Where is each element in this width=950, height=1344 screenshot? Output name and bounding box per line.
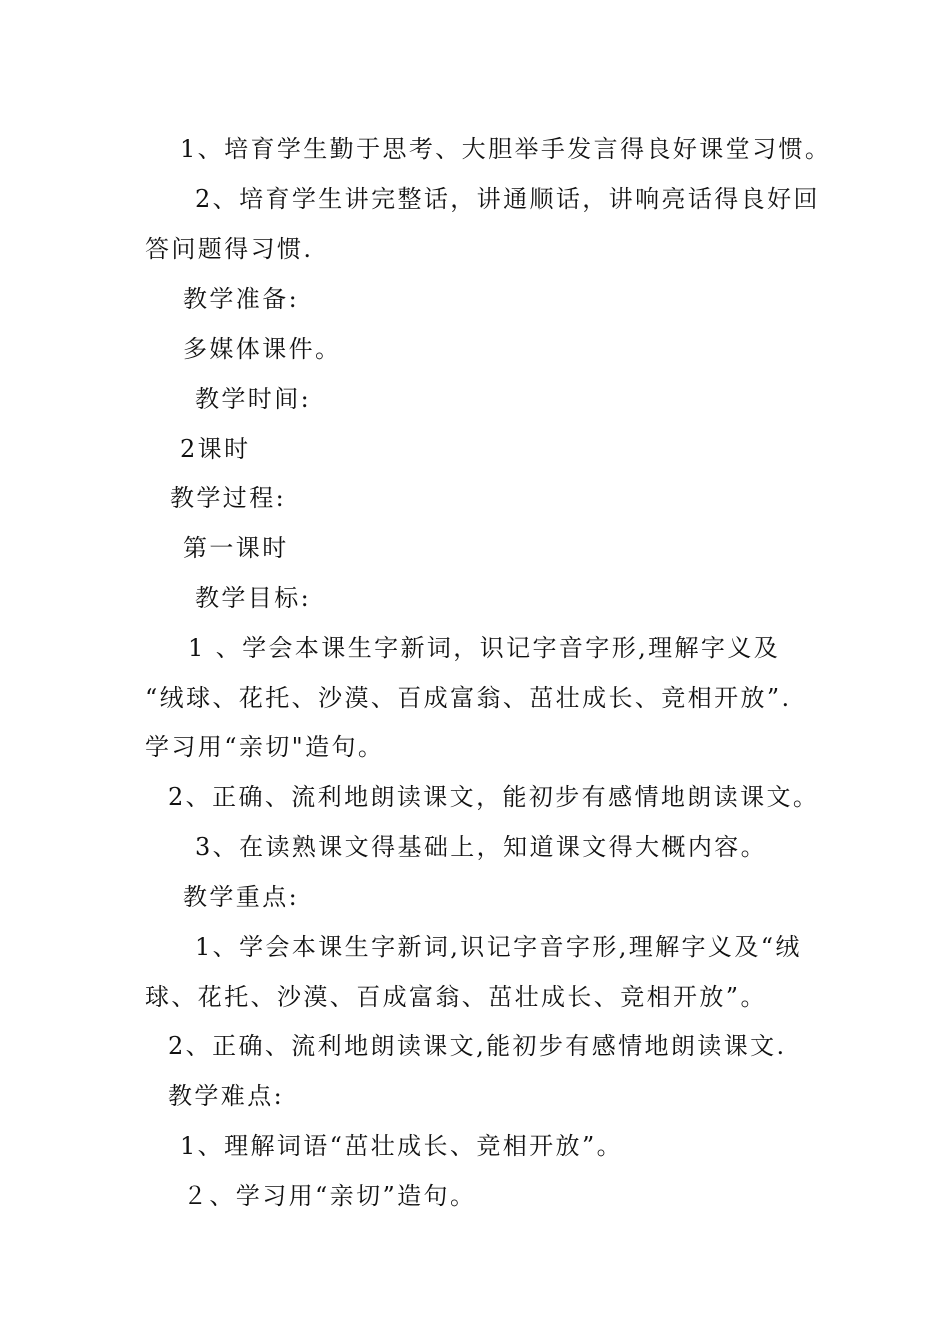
goal-line-1-cont: “绒球、花托、沙漠、百成富翁、茁壮成长、竞相开放”. — [145, 684, 792, 712]
objective-line-2: 2、培育学生讲完整话，讲通顺话，讲响亮话得良好回 — [195, 185, 820, 213]
goal-line-3: 3、在读熟课文得基础上，知道课文得大概内容。 — [195, 833, 768, 861]
key-point-2: 2、正确、流利地朗读课文,能初步有感情地朗读课文. — [168, 1032, 787, 1060]
time-text: 2课时 — [180, 435, 251, 463]
difficulty-1: 1、理解词语“茁壮成长、竞相开放”。 — [180, 1132, 624, 1160]
heading-time: 教学时间: — [195, 385, 312, 413]
objective-line-2-cont: 答问题得习惯. — [145, 235, 314, 263]
key-point-1: 1、学会本课生字新词,识记字音字形,理解字义及“绒 — [195, 933, 802, 961]
heading-key-points: 教学重点: — [183, 883, 300, 911]
heading-first-lesson: 第一课时 — [183, 534, 289, 562]
difficulty-2: ２、学习用“亲切”造句。 — [183, 1182, 477, 1210]
goal-line-1-cont-2: 学习用“亲切"造句。 — [145, 733, 385, 761]
objective-line-1: 1、培育学生勤于思考、大胆举手发言得良好课堂习惯。 — [180, 135, 832, 163]
goal-line-2: 2、正确、流利地朗读课文，能初步有感情地朗读课文。 — [168, 783, 820, 811]
heading-preparation: 教学准备: — [183, 285, 300, 313]
heading-process: 教学过程: — [170, 484, 287, 512]
heading-difficulties: 教学难点: — [168, 1082, 285, 1110]
goal-line-1: 1 、学会本课生字新词，识记字音字形,理解字义及 — [188, 634, 781, 662]
key-point-1-cont: 球、花托、沙漠、百成富翁、茁壮成长、竞相开放”。 — [145, 983, 767, 1011]
heading-goals: 教学目标: — [195, 584, 312, 612]
preparation-text: 多媒体课件。 — [183, 335, 342, 363]
